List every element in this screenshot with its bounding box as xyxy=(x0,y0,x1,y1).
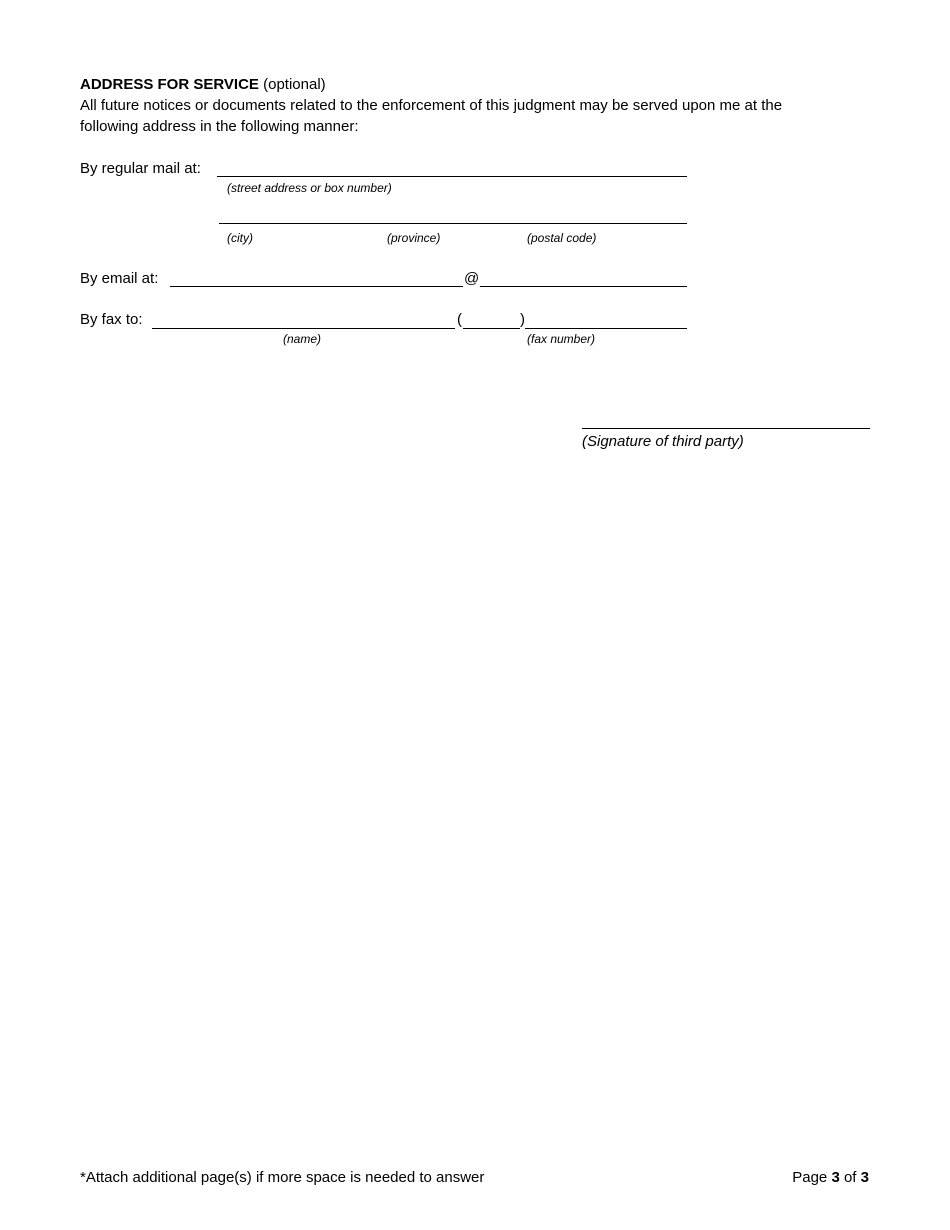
fax-open-paren: ( xyxy=(457,311,462,328)
email-at-sign: @ xyxy=(464,270,480,287)
email-user-field[interactable] xyxy=(170,286,463,287)
fax-number-field[interactable] xyxy=(525,328,687,329)
email-domain-field[interactable] xyxy=(480,286,687,287)
email-label: By email at: xyxy=(80,270,159,287)
street-caption: (street address or box number) xyxy=(227,181,392,195)
street-address-field[interactable] xyxy=(217,176,687,177)
intro-line-1: All future notices or documents related to the enforcement of this judgment may be served upon me at the xyxy=(80,97,783,114)
footer-note: *Attach additional page(s) if more space is needed to answer xyxy=(80,1169,485,1186)
fax-number-caption: (fax number) xyxy=(527,332,596,346)
signature-field[interactable] xyxy=(582,428,870,429)
page-of: of xyxy=(843,1169,857,1186)
province-caption: (province) xyxy=(387,231,441,245)
fax-name-caption: (name) xyxy=(283,332,322,346)
page-current: 3 xyxy=(831,1169,840,1186)
intro-line-2: following address in the following manner: xyxy=(80,118,359,135)
page-prefix: Page xyxy=(792,1169,828,1186)
city-caption: (city) xyxy=(227,231,253,245)
signature-caption: (Signature of third party) xyxy=(582,433,744,450)
city-province-postal-field[interactable] xyxy=(219,223,687,224)
postal-code-caption: (postal code) xyxy=(527,231,597,245)
fax-label: By fax to: xyxy=(80,311,143,328)
section-heading xyxy=(80,76,326,94)
section-title: ADDRESS FOR SERVICE xyxy=(80,76,259,93)
fax-close-paren: ) xyxy=(520,311,525,328)
page-number xyxy=(792,1169,869,1187)
mail-label: By regular mail at: xyxy=(80,160,201,177)
fax-area-code-field[interactable] xyxy=(463,328,520,329)
section-title-note: (optional) xyxy=(263,76,326,93)
fax-name-field[interactable] xyxy=(152,328,455,329)
page-total: 3 xyxy=(860,1169,869,1186)
